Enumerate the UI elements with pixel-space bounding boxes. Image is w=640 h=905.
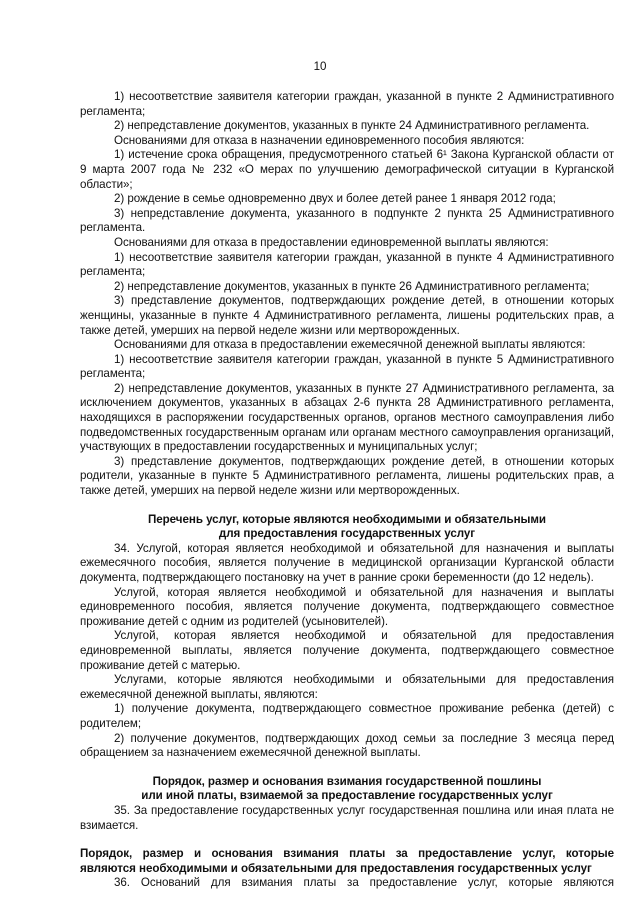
heading-line: для предоставления государственных услуг [218, 527, 476, 541]
heading-line: являются необходимыми и обязательными для предоставления государственных услуг [80, 861, 592, 875]
paragraph: Услугами, которые являются необходимыми и обязательными для предоставления ежемесячной денежной выплаты, являются: [80, 673, 614, 701]
paragraph: 3) представление документов, подтверждающих рождение детей, в отношении которых родители, указанные в пункте 5 Административного регламента, лишены родительских прав, а также детей, умерших на первой неделе жизни или мертворожденных. [80, 454, 614, 498]
paragraph: 1) несоответствие заявителя категории граждан, указанной в пункте 4 Административного регламента; [80, 250, 614, 279]
section-heading [80, 513, 614, 542]
heading-line: Перечень услуг, которые являются необходимыми и обязательными [147, 512, 547, 526]
heading-line: Порядок, размер и основания взимания государственной пошлины [152, 774, 542, 788]
paragraph: 1) несоответствие заявителя категории граждан, указанной в пункте 2 Административного регламента; [80, 90, 614, 118]
paragraph: Основаниями для отказа в предоставлении единовременной выплаты являются: [114, 235, 549, 249]
paragraph: 2) получение документов, подтверждающих доход семьи за последние 3 месяца перед обращением за назначением ежемесячной денежной выплаты. [80, 731, 614, 760]
paragraph: 1) истечение срока обращения, предусмотренного статьей 6¹ Закона Курганской области от 9 марта 2007 года № 232 «О мерах по улучшению демографической ситуации в Курганской области»; [80, 148, 614, 191]
paragraph: Услугой, которая является необходимой и обязательной для назначения и выплаты единовременного пособия, является получение документа, подтверждающего совместное проживание детей с одним из родителей (усыновителей). [80, 585, 614, 628]
paragraph: 2) рождение в семье одновременно двух и более детей ранее 1 января 2012 года; [114, 192, 556, 206]
section-heading [80, 775, 614, 804]
paragraph: 1) несоответствие заявителя категории граждан, указанной в пункте 5 Административного регламента; [80, 352, 614, 381]
paragraph: 2) непредставление документов, указанных в пункте 26 Административного регламента; [114, 279, 590, 293]
paragraph: 2) непредставление документов, указанных в пункте 24 Административного регламента. [114, 119, 590, 133]
paragraph: Основаниями для отказа в назначении единовременного пособия являются: [114, 133, 525, 147]
paragraph: 34. Услугой, которая является необходимой и обязательной для назначения и выплаты ежемесячного пособия, является получение в медицинской организации Курганской области документа, подтверждающего постановку на учет в ранние сроки беременности (до 12 недель). [80, 541, 614, 584]
page-number: 10 [313, 60, 327, 73]
heading-line: или иной платы, взимаемой за предоставление государственных услуг [141, 789, 553, 803]
paragraph: 2) непредставление документов, указанных в пункте 27 Административного регламента, за исключением документов, указанных в абзацах 2-6 пункта 28 Административного регламента, находящихся в распоряжении государственных органов, органов местного самоуправления либо подведомственных государственным органам или органам местного самоуправления организаций, участвующих в предоставлении государственных и муниципальных услуг; [80, 381, 614, 454]
document-body [80, 90, 614, 891]
paragraph: 36. Оснований для взимания платы за предоставление услуг, которые являются [114, 876, 614, 890]
paragraph: 3) представление документов, подтверждающих рождение детей, в отношении которых женщины, указанные в пункте 4 Административного регламента, лишены родительских прав, а также детей, умерших на первой неделе жизни или мертворожденных. [80, 294, 614, 337]
heading-line: Порядок, размер и основания взимания платы за предоставление услуг, которые [80, 847, 614, 861]
section-heading [80, 847, 614, 876]
paragraph: 35. За предоставление государственных услуг государственная пошлина или иная плата не взимается. [80, 803, 614, 832]
paragraph: Услугой, которая является необходимой и обязательной для предоставления единовременной выплаты, является получение документа, подтверждающего совместное проживание детей с матерью. [80, 629, 614, 672]
paragraph: 3) непредставление документа, указанного в подпункте 2 пункта 25 Административного регламента. [80, 206, 614, 235]
paragraph: Основаниями для отказа в предоставлении ежемесячной денежной выплаты являются: [114, 338, 586, 352]
paragraph: 1) получение документа, подтверждающего совместное проживание ребенка (детей) с родителем; [80, 702, 614, 730]
